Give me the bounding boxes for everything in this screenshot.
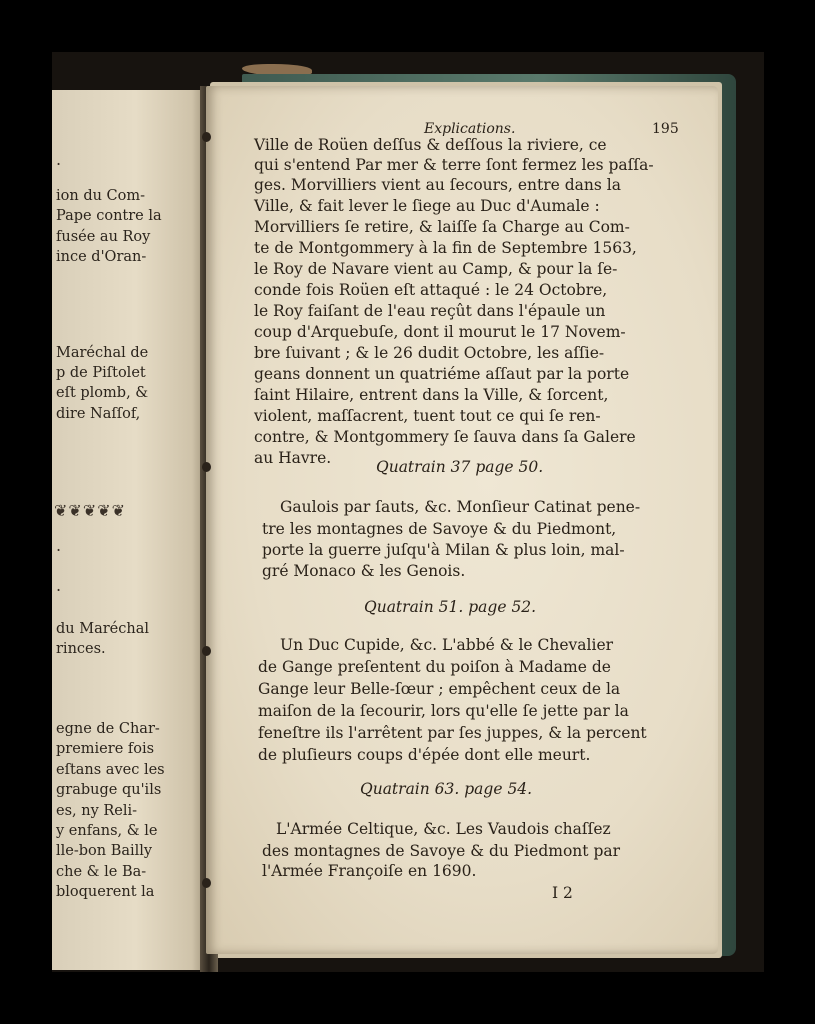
text-line: de Gange preſentent du poiſon à Madame de [258,658,611,676]
binding-hole [202,132,211,142]
left-page-line: p de Piſtolet [56,365,146,381]
text-line: de pluſieurs coups d'épée dont elle meurt. [258,746,591,764]
book-photo [52,52,764,972]
text-line: maiſon de la ſecourir, lors qu'elle ſe jette par la [258,702,629,720]
text-line: L'Armée Celtique, &c. Les Vaudois chaſſez [276,820,611,838]
left-page-line: premiere fois [56,741,155,757]
text-line: ges. Morvilliers vient au ſecours, entre dans la [254,176,621,194]
text-line: le Roy de Navare vient au Camp, & pour la ſe- [254,260,618,278]
text-line: au Havre. [254,449,332,467]
binding-hole [202,646,211,656]
left-page-line: lle-bon Bailly [56,843,153,859]
binding-hole [202,878,211,888]
text-line: feneſtre ils l'arrêtent par ſes juppes, & la percent [258,724,647,742]
left-page-line: Maréchal de [56,345,149,361]
text-line: ſaint Hilaire, entrent dans la Ville, & ſorcent, [254,386,609,404]
left-page-line: fusée au Roy [56,229,151,245]
left-page-line: egne de Char- [56,721,160,737]
text-line: coup d'Arquebuſe, dont il mourut le 17 Novem- [254,323,626,341]
text-line: tre les montagnes de Savoye & du Piedmont, [262,520,617,538]
text-line: Un Duc Cupide, &c. L'abbé & le Chevalier [280,636,614,654]
text-line: porte la guerre juſqu'à Milan & plus loin, mal- [262,541,625,559]
left-page-line: eſtans avec les [56,762,165,778]
text-line: gré Monaco & les Genois. [262,562,466,580]
signature-mark: I 2 [552,884,573,902]
left-page-line: grabuge qu'ils [56,782,162,798]
left-page-line: rinces. [56,641,106,657]
quatrain-heading: Quatrain 37 page 50. [376,458,544,476]
left-page-line: y enfans, & le [56,823,158,839]
text-line: Ville, & fait lever le ſiege au Duc d'Aumale : [254,197,600,215]
left-page-line: che & le Ba- [56,864,147,880]
text-line: geans donnent un quatriéme aſſaut par la porte [254,365,630,383]
left-page-line: du Maréchal [56,621,149,637]
text-line: contre, & Montgommery ſe ſauva dans ſa Galere [254,428,636,446]
text-line: conde fois Roüen eſt attaqué : le 24 Octobre, [254,281,608,299]
ornament-band: ❦❦❦❦❦ [54,501,127,520]
text-line: Gaulois par ſauts, &c. Monſieur Catinat pene- [280,498,641,516]
left-page-mark: . [56,536,62,555]
text-line: le Roy faiſant de l'eau reçût dans l'épaule un [254,302,606,320]
quatrain-heading: Quatrain 63. page 54. [360,780,533,798]
text-line: Gange leur Belle-ſœur ; empêchent ceux de la [258,680,621,698]
left-page-line: dire Naſſof, [56,406,141,422]
left-page-line: ince d'Oran- [56,249,147,265]
text-line: des montagnes de Savoye & du Piedmont par [262,842,621,860]
text-line: l'Armée Françoiſe en 1690. [262,862,477,880]
quatrain-heading: Quatrain 51. page 52. [364,598,537,616]
left-page-mark: . [56,576,62,595]
text-line: qui s'entend Par mer & terre ſont fermez les paſſa- [254,156,654,174]
text-line: bre ſuivant ; & le 26 dudit Octobre, les aſſie- [254,344,605,362]
left-page-line: ion du Com- [56,188,146,204]
text-line: Ville de Roüen deſſus & deſſous la riviere, ce [254,136,607,154]
text-line: violent, maſſacrent, tuent tout ce qui ſe ren- [254,407,601,425]
binding-hole [202,462,211,472]
left-page-line: bloquerent la [56,884,155,900]
text-line: te de Montgommery à la fin de Septembre 1563, [254,239,637,257]
left-page-line: Pape contre la [56,208,162,224]
left-page [52,90,204,970]
text-line: Morvilliers ſe retire, & laiſſe ſa Charge au Com- [254,218,630,236]
page-number: 195 [652,121,679,137]
left-page-line: eſt plomb, & [56,385,149,401]
running-header: Explications. [424,121,516,137]
left-page-mark: . [56,150,62,169]
left-page-line: es, ny Reli- [56,803,138,819]
